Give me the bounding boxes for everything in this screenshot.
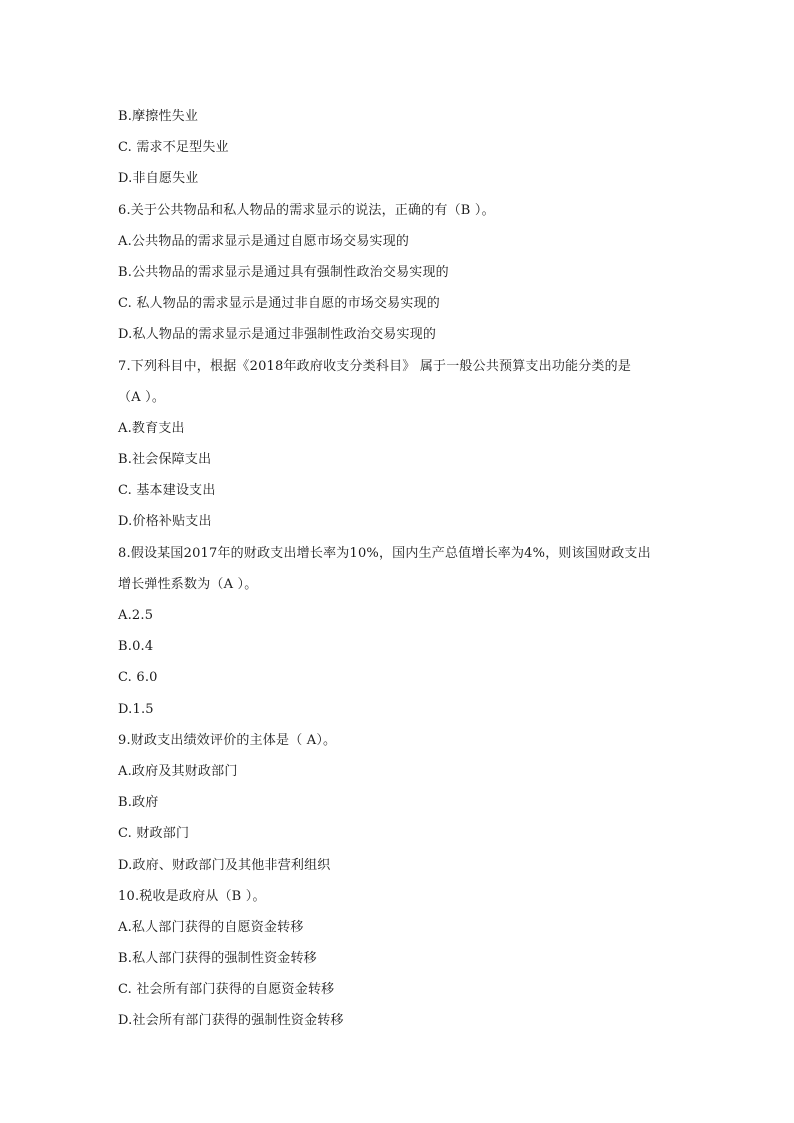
option-line: A.教育支出 <box>118 420 185 436</box>
option-line: D.政府、财政部门及其他非营利组织 <box>118 857 331 873</box>
option-line: C. 私人物品的需求显示是通过非自愿的市场交易实现的 <box>118 296 440 312</box>
option-line: C. 6.0 <box>118 670 158 686</box>
question-7-continued: （A ）。 <box>118 389 166 405</box>
option-line: A.公共物品的需求显示是通过自愿市场交易实现的 <box>118 233 410 249</box>
option-line: D.私人物品的需求显示是通过非强制性政治交易实现的 <box>118 327 437 343</box>
option-line: C. 社会所有部门获得的自愿资金转移 <box>118 982 335 998</box>
option-line: A.私人部门获得的自愿资金转移 <box>118 919 304 935</box>
option-line: D.社会所有部门获得的强制性资金转移 <box>118 1013 344 1029</box>
option-line: D.1.5 <box>118 701 154 717</box>
option-line: D.非自愿失业 <box>118 171 199 187</box>
question-8-continued: 增长弹性系数为（A ）。 <box>118 576 258 592</box>
option-line: B.政府 <box>118 795 159 811</box>
option-line: B.摩擦性失业 <box>118 109 199 124</box>
option-line: A.政府及其财政部门 <box>118 763 238 779</box>
question-6: 6.关于公共物品和私人物品的需求显示的说法，正确的有（B ）。 <box>118 202 495 218</box>
option-line: C. 财政部门 <box>118 826 190 842</box>
option-line: B.私人部门获得的强制性资金转移 <box>118 951 317 967</box>
option-line: A.2.5 <box>118 608 154 623</box>
option-line: B.公共物品的需求显示是通过具有强制性政治交易实现的 <box>118 264 449 280</box>
question-9: 9.财政支出绩效评价的主体是（ A）。 <box>118 732 337 748</box>
option-line: D.价格补贴支出 <box>118 514 212 530</box>
question-7: 7.下列科目中，根据《2018年政府收支分类科目》 属于一般公共预算支出功能分类的是 <box>118 358 632 374</box>
option-line: C. 需求不足型失业 <box>118 140 229 156</box>
option-line: C. 基本建设支出 <box>118 483 216 499</box>
document-body <box>118 101 688 1037</box>
question-8: 8.假设某国2017年的财政支出增长率为10%，国内生产总值增长率为4%，则该国财政支出 <box>118 545 651 561</box>
question-10: 10.税收是政府从（B ）。 <box>118 888 266 904</box>
option-line: B.社会保障支出 <box>118 452 212 468</box>
option-line: B.0.4 <box>118 639 154 655</box>
